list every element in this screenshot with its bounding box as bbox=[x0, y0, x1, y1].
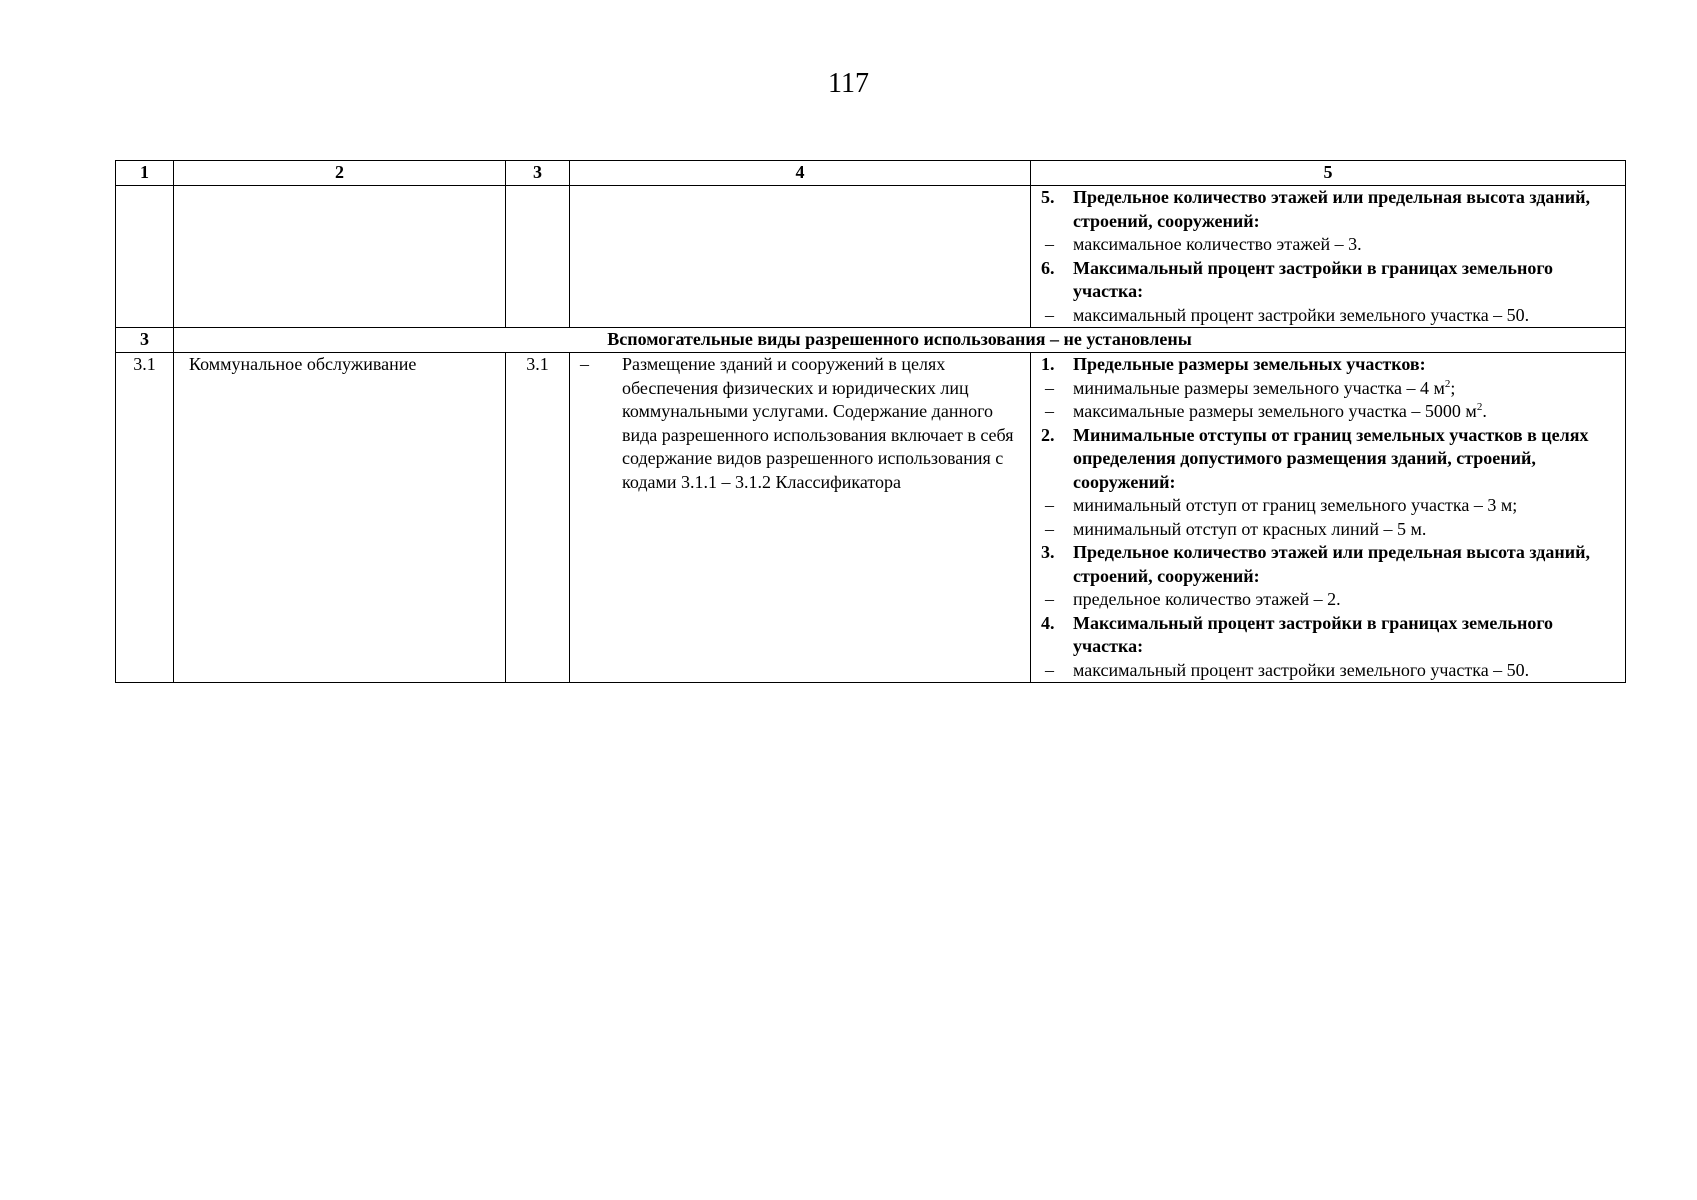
dash-marker: – bbox=[1045, 495, 1054, 515]
dash-marker: – bbox=[1045, 401, 1054, 421]
param-bullet-text bbox=[1073, 494, 1615, 518]
param-bullet bbox=[1041, 659, 1615, 683]
param-value: максимальное количество этажей – 3. bbox=[1073, 234, 1362, 254]
param-bullet-text bbox=[1073, 304, 1615, 328]
continuation-cell-3 bbox=[506, 186, 570, 328]
continuation-cell-2 bbox=[174, 186, 506, 328]
row-params bbox=[1031, 353, 1626, 683]
param-bullet bbox=[1041, 494, 1615, 518]
param-bullet-text bbox=[1073, 659, 1615, 683]
section-number: 3 bbox=[116, 328, 174, 353]
param-bullet-text bbox=[1073, 518, 1615, 542]
param-heading bbox=[1041, 612, 1615, 659]
section-row bbox=[116, 328, 1626, 353]
param-heading-text: Максимальный процент застройки в границах земельного участка: bbox=[1073, 612, 1554, 656]
param-heading-text: Максимальный процент застройки в границах земельного участка: bbox=[1073, 257, 1554, 301]
row-number: 3.1 bbox=[116, 353, 174, 683]
param-bullet bbox=[1041, 377, 1615, 401]
param-heading bbox=[1041, 541, 1615, 588]
param-heading bbox=[1041, 353, 1615, 377]
punctuation: . bbox=[1482, 401, 1487, 421]
param-heading-number: 2. bbox=[1041, 424, 1055, 445]
param-value: максимальный процент застройки земельного участка – 50. bbox=[1073, 659, 1530, 680]
param-list bbox=[1041, 353, 1615, 682]
continuation-cell-4 bbox=[570, 186, 1031, 328]
dash-marker: – bbox=[1045, 304, 1054, 325]
param-value: минимальный отступ от границ земельного участка – 3 м; bbox=[1073, 495, 1518, 515]
param-bullet bbox=[1041, 233, 1615, 257]
param-list bbox=[1041, 186, 1615, 327]
param-heading-text: Предельное количество этажей или предельная высота зданий, строений, сооружений: bbox=[1073, 542, 1591, 586]
param-heading-number: 6. bbox=[1041, 257, 1055, 278]
table-row bbox=[116, 353, 1626, 683]
param-heading-number: 4. bbox=[1041, 612, 1055, 633]
superscript: 2 bbox=[1476, 401, 1483, 413]
header-row bbox=[116, 161, 1626, 186]
param-value: максимальный процент застройки земельного участка – 50. bbox=[1073, 304, 1530, 325]
param-heading-text: Минимальные отступы от границ земельных участков в целях определения допустимого размещения зданий, строений, сооружений: bbox=[1073, 424, 1589, 492]
dash-marker: – bbox=[1045, 377, 1054, 398]
param-bullet bbox=[1041, 588, 1615, 612]
param-heading-text: Предельное количество этажей или предельная высота зданий, строений, сооружений: bbox=[1073, 187, 1591, 231]
header-cell-5: 5 bbox=[1031, 161, 1626, 186]
param-heading bbox=[1041, 257, 1615, 304]
param-bullet bbox=[1041, 304, 1615, 328]
param-heading-text: Предельные размеры земельных участков: bbox=[1073, 354, 1426, 374]
param-bullet bbox=[1041, 518, 1615, 542]
header-cell-2: 2 bbox=[174, 161, 506, 186]
param-bullet-text bbox=[1073, 400, 1615, 424]
param-bullet-text bbox=[1073, 588, 1615, 612]
param-value: предельное количество этажей – 2. bbox=[1073, 589, 1341, 609]
continuation-cell-1 bbox=[116, 186, 174, 328]
dash-marker: – bbox=[1045, 659, 1054, 680]
dash-marker: – bbox=[580, 354, 589, 374]
param-heading bbox=[1041, 186, 1615, 233]
header-cell-4: 4 bbox=[570, 161, 1031, 186]
section-title: Вспомогательные виды разрешенного использования – не установлены bbox=[174, 328, 1626, 353]
param-bullet-text bbox=[1073, 233, 1615, 257]
description-bullet bbox=[578, 353, 1020, 494]
superscript: 2 bbox=[1444, 377, 1451, 390]
row-name: Коммунальное обслуживание bbox=[174, 353, 506, 683]
param-value: минимальные размеры земельного участка – 4 м bbox=[1073, 377, 1445, 398]
header-cell-3: 3 bbox=[506, 161, 570, 186]
regulations-table bbox=[115, 160, 1626, 683]
row-code: 3.1 bbox=[506, 353, 570, 683]
param-heading bbox=[1041, 424, 1615, 495]
continuation-params bbox=[1031, 186, 1626, 328]
continuation-row bbox=[116, 186, 1626, 328]
param-value: максимальные размеры земельного участка – 5000 м bbox=[1073, 401, 1477, 421]
dash-marker: – bbox=[1045, 234, 1054, 254]
description-text: Размещение зданий и сооружений в целях обеспечения физических и юридических лиц коммунальными услугами. Содержание данного вида разрешенного использования включает в себя содержание видов разрешенного использования с кодами 3.1.1 – 3.1.2 Классификатора bbox=[622, 354, 1014, 492]
param-heading-number: 5. bbox=[1041, 187, 1055, 207]
punctuation: ; bbox=[1450, 377, 1456, 398]
param-bullet bbox=[1041, 400, 1615, 424]
page-number: 117 bbox=[828, 68, 869, 99]
dash-marker: – bbox=[1045, 518, 1054, 539]
header-cell-1: 1 bbox=[116, 161, 174, 186]
param-value: минимальный отступ от красных линий – 5 м. bbox=[1073, 518, 1427, 539]
param-bullet-text bbox=[1073, 377, 1615, 401]
param-heading-number: 3. bbox=[1041, 542, 1055, 562]
dash-marker: – bbox=[1045, 589, 1054, 609]
row-description bbox=[570, 353, 1031, 683]
param-heading-number: 1. bbox=[1041, 354, 1055, 374]
